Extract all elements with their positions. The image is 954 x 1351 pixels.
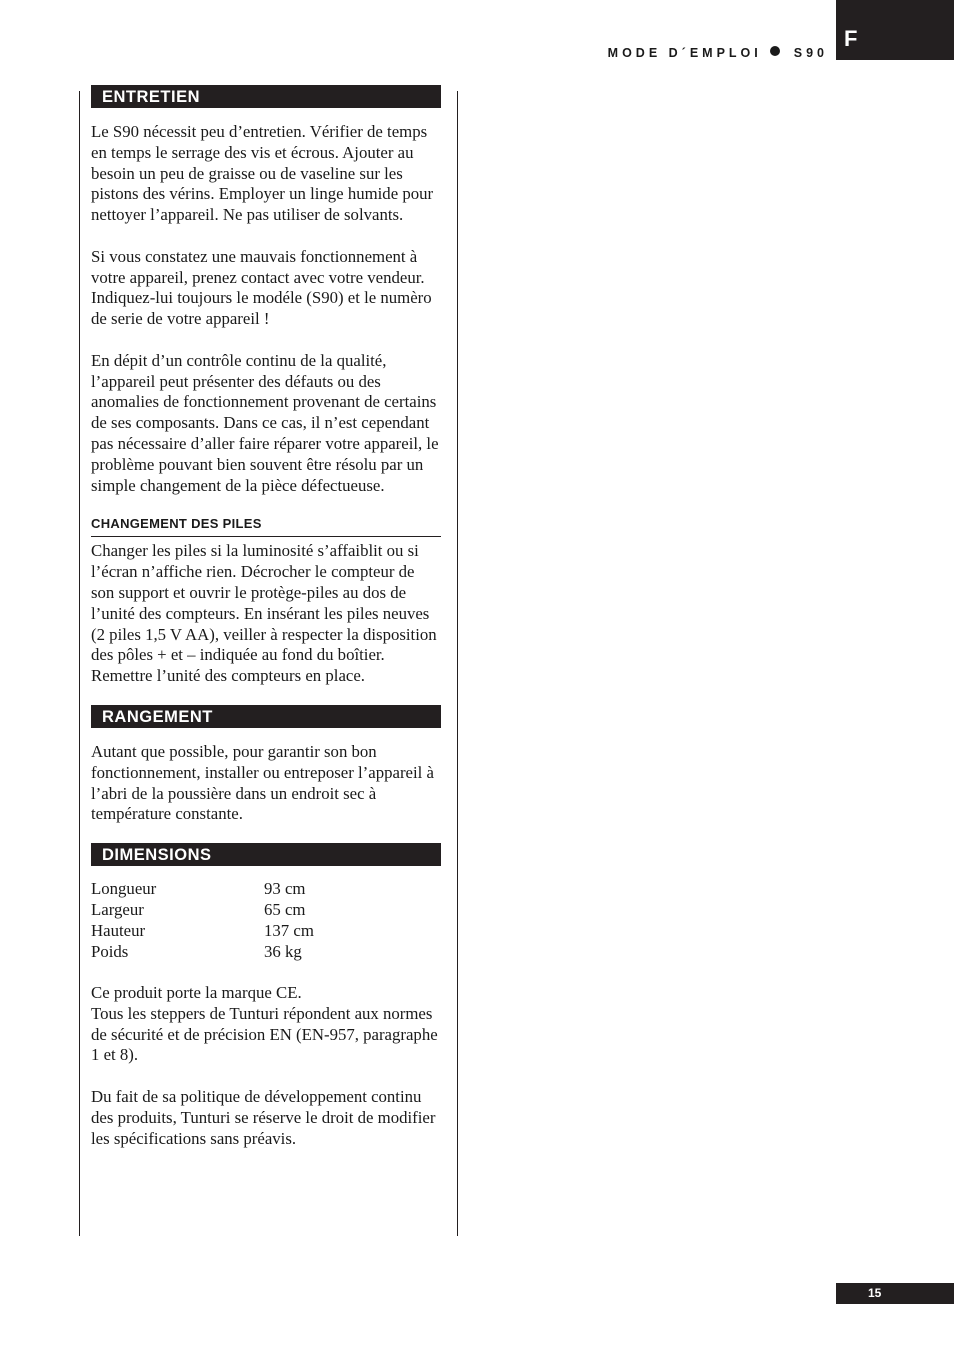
page-number: 15 (868, 1286, 882, 1300)
dimension-label: Hauteur (91, 920, 146, 940)
specifications-notice: Du fait de sa politique de développement continu des produits, Tunturi se réserve le droit de modifier les spécifications sans préavis. (91, 1087, 436, 1148)
dimension-value: 65 cm (264, 899, 306, 919)
dimension-label: Largeur (91, 899, 144, 919)
dimension-row (91, 879, 441, 900)
column-rule-right (457, 91, 458, 1236)
section-heading-dimensions: DIMENSIONS (91, 843, 441, 866)
section-heading-rangement: RANGEMENT (91, 705, 441, 728)
language-tab-label: F (844, 26, 858, 51)
bullet-dot-icon (770, 46, 780, 56)
dimension-row (91, 900, 441, 921)
section-heading-entretien: ENTRETIEN (91, 85, 441, 108)
dimension-value: 36 kg (264, 941, 302, 961)
entretien-paragraph-2: Si vous constatez une mauvais fonctionnement à votre appareil, prenez contact avec votre vendeur. Indiquez-lui toujours le modéle (S90) et le numèro de serie de votre appareil ! (91, 246, 432, 329)
manual-title: MODE D´EMPLOI (607, 46, 762, 60)
rangement-paragraph: Autant que possible, pour garantir son bon fonctionnement, installer ou entreposer l’appareil à l’abri de la poussière dans un endroit sec à température constante. (91, 741, 434, 824)
main-column (91, 85, 441, 1149)
dimension-row (91, 942, 441, 963)
dimension-value: 137 cm (264, 920, 314, 940)
subheading-piles: CHANGEMENT DES PILES (91, 516, 441, 537)
ce-standards-paragraph: Tous les steppers de Tunturi répondent aux normes de sécurité et de précision EN (EN-957, paragraphe 1 et 8). (91, 1003, 438, 1065)
model-name: S90 (793, 46, 828, 60)
dimensions-table (91, 879, 441, 962)
dimension-value: 93 cm (264, 879, 306, 899)
dimension-label: Poids (91, 941, 129, 961)
header-title (608, 46, 828, 60)
page-number-tab (836, 1283, 954, 1304)
language-tab (836, 0, 954, 60)
piles-paragraph: Changer les piles si la luminosité s’affaiblit ou si l’écran n’affiche rien. Décrocher le compteur de son support et ouvrir le protège-piles au dos de l’unité des compteurs. En insérant les piles neuves (2 piles 1,5 V AA), veiller à respecter la disposition des pôles + et – indiquée au fond du boîtier. Remettre l’unité des compteurs en place. (91, 541, 437, 686)
entretien-paragraph-1: Le S90 nécessit peu d’entretien. Vérifier de temps en temps le serrage des vis et écrous. Ajouter au besoin un peu de graisse ou de vaseline sur les pistons des vérins. Employer un linge humide pour nettoyer l’appareil. Ne pas utiliser de solvants. (91, 122, 434, 225)
column-rule-left (79, 91, 80, 1236)
entretien-paragraph-3: En dépit d’un contrôle continu de la qualité, l’appareil peut présenter des défauts ou des anomalies de fonctionnement provenant de certains de ses composants. Dans ce cas, il n’est cependant pas nécessaire d’aller faire réparer votre appareil, le problème pouvant bien souvent être résolu par un simple changement de la pièce défectueuse. (91, 350, 439, 495)
dimension-label: Longueur (91, 879, 157, 899)
dimension-row (91, 921, 441, 942)
ce-marking-line: Ce produit porte la marque CE. (91, 983, 302, 1003)
